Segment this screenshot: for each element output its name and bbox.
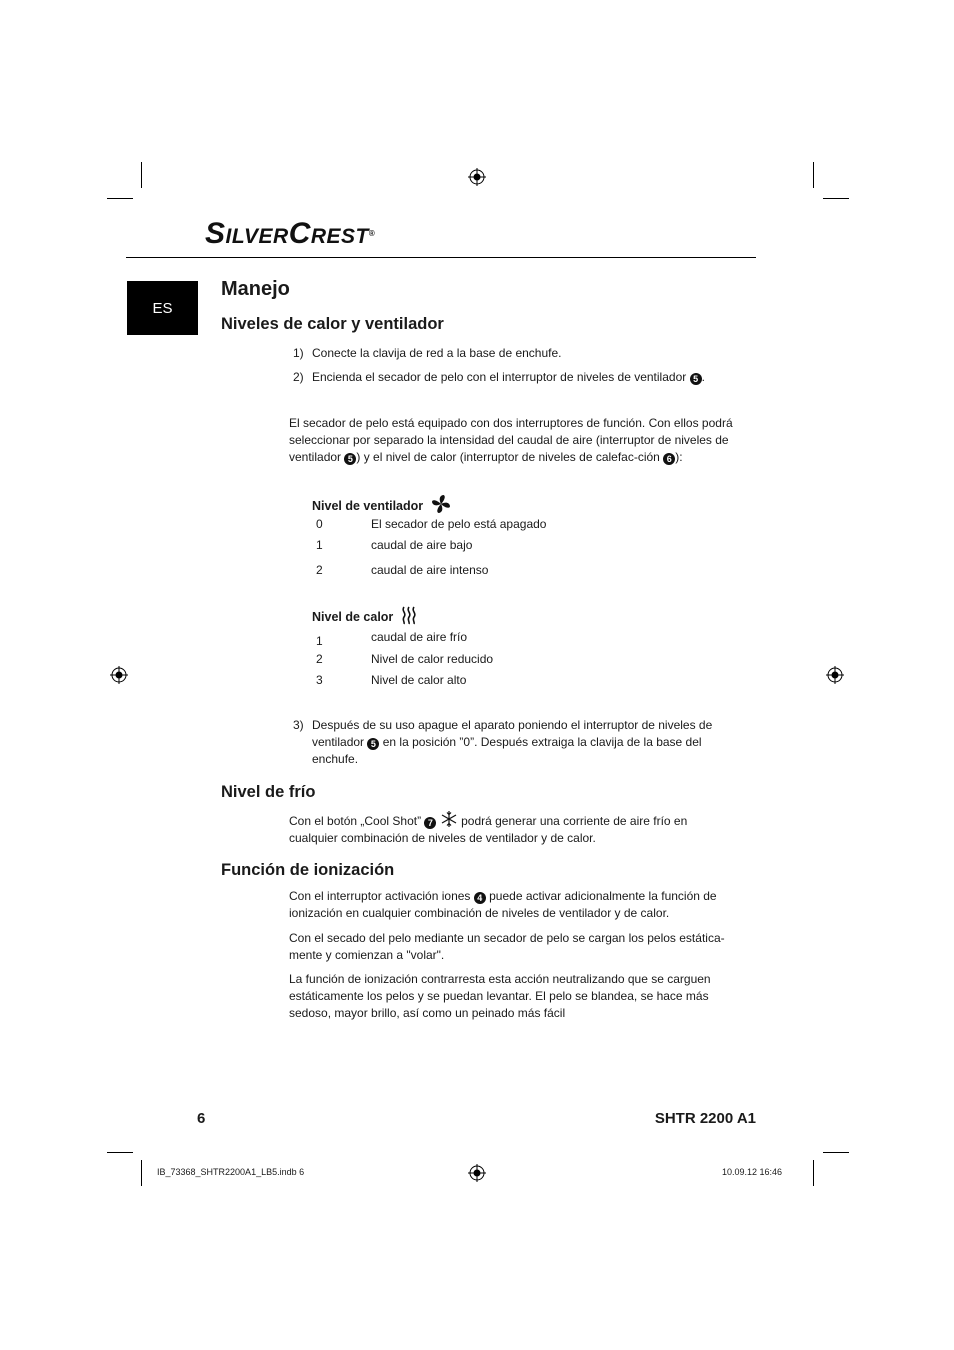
print-slug-file: IB_73368_SHTR2200A1_LB5.indb 6 [157,1167,305,1177]
reference-number-badge: 5 [344,453,356,465]
crop-mark [813,162,814,188]
reference-number-badge: 5 [690,373,702,385]
crop-mark [813,1160,814,1186]
snowflake-icon [440,810,458,828]
crop-mark [107,1152,133,1153]
step-text: Conecte la clavija de red a la base de enchufe. [312,346,562,360]
table-row-level: 3 [316,673,323,687]
table-row-level: 2 [316,563,323,577]
table-row-desc: caudal de aire bajo [371,538,473,552]
print-slug-date: 10.09.12 16:46 [722,1167,783,1177]
ionization-paragraph: La función de ionización contrarresta esta acción neutralizando que se carguen estáticamente los pelos y se puedan levantar. El pelo se blandea, se hace más sedoso, mayor brillo, así como un peinado más fácil [289,972,711,1020]
step-text: Después de su uso apague el aparato poniendo el interruptor de niveles de ventilador 5 en la posición ”0”. Después extraiga la clavija de la base del enchufe. [312,718,713,766]
registration-mark-icon [468,1164,486,1182]
table-row-level: 1 [316,538,323,552]
step-number: 1) [293,346,304,360]
section-heading-cold: Nivel de frío [221,783,316,801]
reference-number-badge: 4 [474,892,486,904]
table-row-desc: Nivel de calor reducido [371,652,494,666]
crop-mark [141,162,142,188]
registration-mark-icon [826,666,844,684]
crop-mark [823,1152,849,1153]
crop-mark [107,198,133,199]
table-row-desc: Nivel de calor alto [371,673,467,687]
language-tab: ES [127,281,198,335]
step-text: Encienda el secador de pelo con el interruptor de niveles de ventilador 5 . [312,370,705,384]
fan-icon [430,493,452,515]
page-title: Manejo [221,278,290,300]
heat-level-label: Nivel de calor [312,605,418,625]
step-number: 3) [293,718,304,732]
crop-mark [823,198,849,199]
registration-mark-icon [110,666,128,684]
table-row-desc: El secador de pelo está apagado [371,517,547,531]
intro-paragraph: El secador de pelo está equipado con dos interruptores de función. Con ellos podrá seleccionar por separado la intensidad del caudal de aire (interruptor de niveles de ventilador 5 ) y el nivel de calor (interruptor de niveles de calefac-ción 6 ): [289,416,733,464]
page-number: 6 [197,1110,206,1127]
brand-logo: SILVERCREST® [205,217,376,250]
fan-level-label: Nivel de ventilador [312,493,452,515]
reference-number-badge: 5 [367,738,379,750]
registration-mark-icon [468,168,486,186]
table-row-desc: caudal de aire frío [371,630,468,644]
header-rule [126,257,756,258]
ionization-paragraph: Con el interruptor activación iones 4 puede activar adicionalmente la función de ionización en cualquier combinación de niveles de ventilador y de calor. [289,889,717,920]
table-row-desc: caudal de aire intenso [371,563,489,577]
section-heading-levels: Niveles de calor y ventilador [221,315,444,333]
step-number: 2) [293,370,304,384]
model-number: SHTR 2200 A1 [654,1110,756,1127]
table-row-level: 2 [316,652,323,666]
reference-number-badge: 6 [663,453,675,465]
reference-number-badge: 7 [424,817,436,829]
crop-mark [141,1160,142,1186]
cold-paragraph: Con el botón „Cool Shot” 7 podrá generar una corriente de aire frío en cualquier combinación de niveles de ventilador y de calor. [289,810,733,847]
section-heading-ionization: Función de ionización [221,861,395,879]
table-row-level: 0 [316,517,323,531]
heat-icon [400,605,418,625]
table-row-level: 1 [316,634,323,648]
ionization-paragraph: Con el secado del pelo mediante un secador de pelo se cargan los pelos estática-mente y comienzan a "volar". [289,931,725,962]
